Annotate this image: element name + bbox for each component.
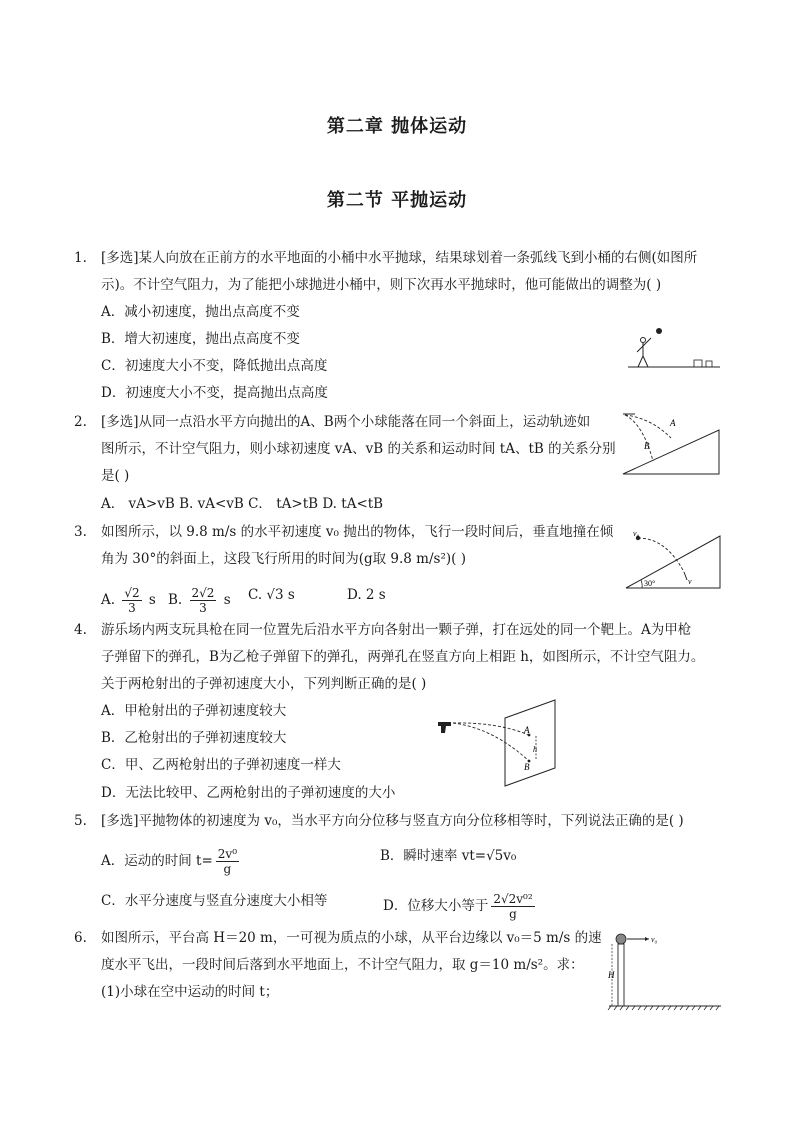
q3-option-b-numerator: 2√2 — [191, 586, 215, 600]
q4-option-b: B．乙枪射出的子弹初速度较大 — [101, 730, 287, 746]
q6-number: 6. — [74, 930, 87, 946]
q3-fig-label-angle: 30° — [644, 579, 656, 588]
q1-stem-line2: 示)。不计空气阻力，为了能把小球抛进小桶中，则下次再水平抛球时，他可能做出的调整为( ) — [101, 277, 662, 293]
q5-option-a-numerator: 2v⁰ — [217, 847, 238, 861]
q1-stem-line1: [多选]某人向放在正前方的水平地面的小桶中水平抛球，结果球划着一条弧线飞到小桶的右侧(如图所 — [101, 250, 698, 266]
q5-option-d-numerator: 2√2v⁰² — [493, 892, 533, 906]
q2-figure-incline — [621, 412, 721, 476]
q5-option-d-text: D．位移大小等于 — [383, 898, 489, 914]
q4-fig-label-h: h — [533, 745, 537, 754]
q5-option-c: C．水平分速度与竖直分速度大小相等 — [101, 893, 328, 909]
q5-option-a-text: A．运动的时间 t= — [101, 853, 213, 869]
q3-option-a-unit: s — [148, 592, 156, 608]
q4-option-a: A．甲枪射出的子弹初速度较大 — [101, 703, 287, 719]
q4-fig-label-b: B — [524, 762, 530, 772]
q3-fig-label-v0: v₀ — [633, 529, 640, 538]
q3-option-b-unit: s — [223, 592, 231, 608]
q4-option-d: D．无法比较甲、乙两枪射出的子弹初速度的大小 — [101, 785, 396, 801]
q2-number: 2. — [74, 414, 87, 430]
q3-fig-label-v: v — [688, 577, 692, 586]
q3-stem-line1: 如图所示，以 9.8 m/s 的水平初速度 v₀ 抛出的物体，飞行一段时间后，垂直地撞在倾 — [101, 524, 614, 540]
q5-stem: [多选]平抛物体的初速度为 v₀，当水平方向分位移与竖直方向分位移相等时，下列说法正确的是( ) — [101, 813, 684, 829]
q5-number: 5. — [74, 813, 87, 829]
chapter-title: 第二章 抛体运动 — [326, 116, 468, 137]
q4-stem-line1: 游乐场内两支玩具枪在同一位置先后沿水平方向各射出一颗子弹，打在远处的同一个靶上。A为甲枪 — [101, 622, 692, 638]
q3-option-a-label: A. — [101, 592, 116, 608]
q6-part1: (1)小球在空中运动的时间 t； — [101, 984, 279, 1000]
q1-figure-thrower — [626, 324, 722, 370]
q3-option-a-numerator: √2 — [124, 586, 140, 600]
q6-figure-platform — [607, 928, 725, 1012]
q3-option-b-denominator: 3 — [199, 601, 207, 615]
q5-option-d — [383, 892, 538, 921]
q5-option-a-fraction — [216, 847, 239, 876]
q3-option-c: C. √3 s — [248, 587, 295, 603]
q4-number: 4. — [74, 622, 87, 638]
q6-stem-line1: 如图所示，平台高 H＝20 m，一可视为质点的小球，从平台边缘以 v₀＝5 m/s 的速 — [101, 930, 602, 946]
q5-option-a — [101, 847, 242, 876]
q1-number: 1. — [74, 250, 87, 266]
q3-stem-line2: 角为 30°的斜面上，这段飞行所用的时间为(g取 9.8 m/s²)( ) — [101, 551, 466, 567]
q5-option-a-denominator: g — [223, 862, 232, 876]
q6-fig-label-h: H — [608, 970, 615, 980]
q3-option-b-fraction — [190, 586, 217, 615]
q1-option-b: B．增大初速度，抛出点高度不变 — [101, 331, 300, 347]
q5-option-d-fraction — [491, 892, 534, 921]
q4-option-c: C．甲、乙两枪射出的子弹初速度一样大 — [101, 757, 341, 773]
q2-fig-label-a: A — [670, 418, 676, 428]
q2-stem-line2: 图所示，不计空气阻力，则小球初速度 vA、vB 的关系和运动时间 tA、tB 的关系分别 — [101, 441, 616, 457]
q4-fig-label-a: A — [524, 725, 530, 735]
q2-options: A． vA>vB B. vA<vB C． tA>tB D. tA<tB — [101, 496, 384, 512]
q4-figure-target — [437, 698, 557, 790]
q2-fig-label-b: B — [644, 441, 650, 451]
q2-stem-line3: 是( ) — [101, 468, 130, 484]
q3-figure-incline — [624, 528, 724, 590]
q3-option-b — [168, 586, 231, 615]
q1-option-d: D．初速度大小不变，提高抛出点高度 — [101, 385, 328, 401]
q3-option-a-denominator: 3 — [128, 601, 136, 615]
q3-option-a-fraction — [122, 586, 141, 615]
q3-number: 3. — [74, 524, 87, 540]
q6-fig-label-v0: v₀ — [651, 935, 658, 944]
q1-option-a: A．减小初速度，抛出点高度不变 — [101, 304, 300, 320]
q4-stem-line2: 子弹留下的弹孔，B为乙枪子弹留下的弹孔，两弹孔在竖直方向上相距 h，如图所示，不计空气阻力。 — [101, 649, 705, 665]
q1-option-c: C．初速度大小不变，降低抛出点高度 — [101, 358, 328, 374]
section-title: 第二节 平抛运动 — [326, 190, 468, 211]
q5-option-b: B．瞬时速率 vt=√5v₀ — [380, 848, 517, 864]
q3-option-a — [101, 586, 156, 615]
q4-stem-line3: 关于两枪射出的子弹初速度大小，下列判断正确的是( ) — [101, 676, 427, 692]
q3-option-d: D. 2 s — [347, 587, 386, 603]
q2-stem-line1: [多选]从同一点沿水平方向抛出的A、B两个小球能落在同一个斜面上，运动轨迹如 — [101, 414, 591, 430]
q6-stem-line2: 度水平飞出，一段时间后落到水平地面上，不计空气阻力，取 g＝10 m/s²。求： — [101, 957, 584, 973]
q3-option-b-label: B. — [168, 592, 183, 608]
q5-option-d-denominator: g — [509, 907, 517, 921]
